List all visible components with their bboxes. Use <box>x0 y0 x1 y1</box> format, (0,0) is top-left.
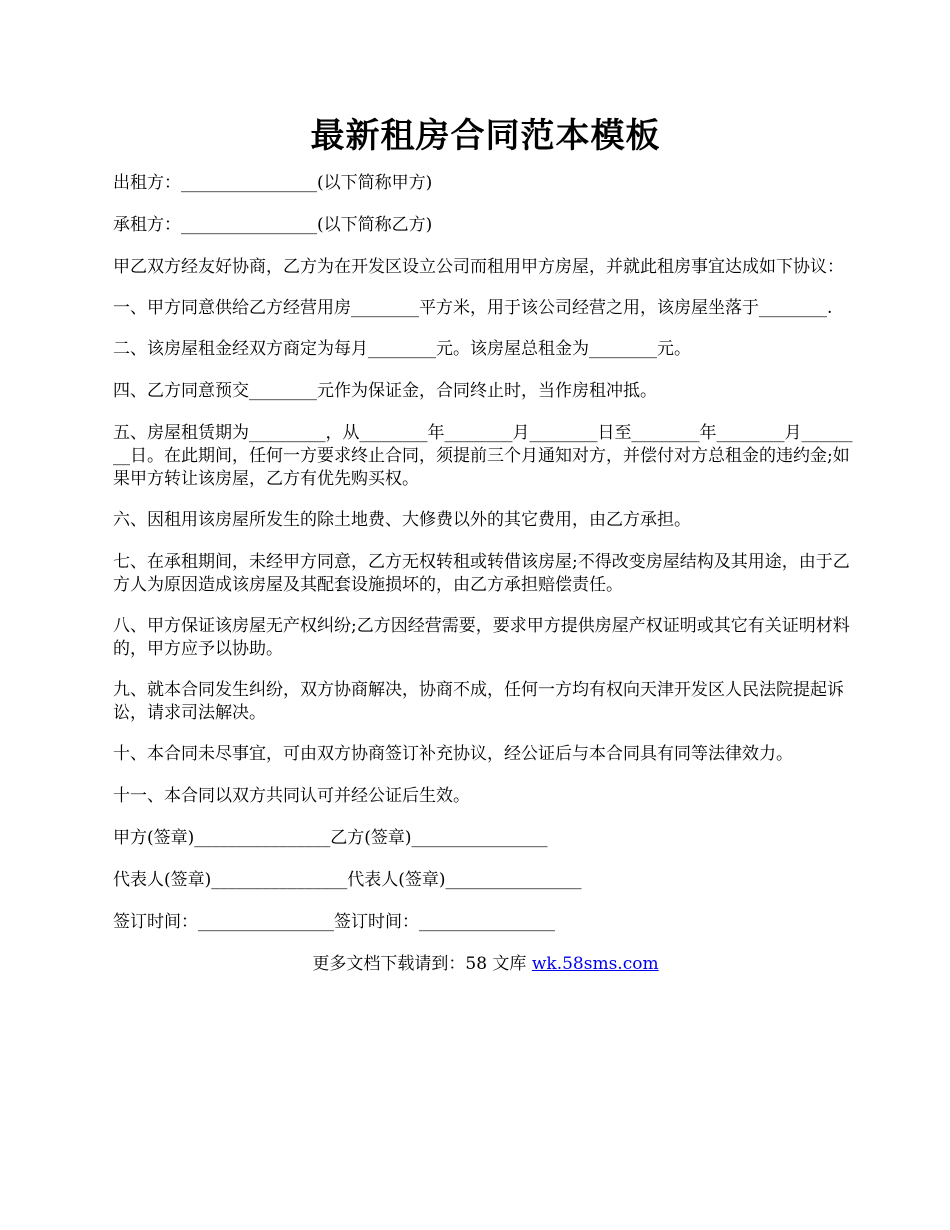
signature-line-parties: 甲方(签章)________________乙方(签章)________________ <box>113 828 548 848</box>
clause-9: 九、就本合同发生纠纷，双方协商解决，协商不成，任何一方均有权向天津开发区人民法院提起诉讼，请求司法解决。 <box>113 680 844 723</box>
footer <box>113 953 858 976</box>
clause-10: 十、本合同未尽事宜，可由双方协商签订补充协议，经公证后与本合同具有同等法律效力。 <box>113 744 793 764</box>
clause-6: 六、因租用该房屋所发生的除土地费、大修费以外的其它费用，由乙方承担。 <box>113 510 691 530</box>
signature-line-representatives: 代表人(签章)________________代表人(签章)________________ <box>113 870 582 890</box>
footer-link[interactable]: wk.58sms.com <box>531 954 659 974</box>
clause-8: 八、甲方保证该房屋无产权纠纷;乙方因经营需要，要求甲方提供房屋产权证明或其它有关证明材料的，甲方应予以协助。 <box>113 616 850 659</box>
clause-7: 七、在承租期间，未经甲方同意，乙方无权转租或转借该房屋;不得改变房屋结构及其用途，由于乙方人为原因造成该房屋及其配套设施损坏的，由乙方承担赔偿责任。 <box>113 552 850 595</box>
signature-line-dates: 签订时间：________________签订时间：________________ <box>113 912 555 932</box>
lessor-line: 出租方：________________(以下简称甲方) <box>113 173 433 193</box>
clause-2: 二、该房屋租金经双方商定为每月________元。该房屋总租金为________元。 <box>113 339 691 359</box>
clause-4: 四、乙方同意预交________元作为保证金，合同终止时，当作房租冲抵。 <box>113 381 657 401</box>
clause-1: 一、甲方同意供给乙方经营用房________平方米，用于该公司经营之用，该房屋坐落于________. <box>113 298 833 318</box>
lessee-line: 承租方：________________(以下简称乙方) <box>113 215 433 235</box>
preamble-paragraph: 甲乙双方经友好协商，乙方为在开发区设立公司而租用甲方房屋，并就此租房事宜达成如下协议： <box>113 257 844 277</box>
footer-prefix: 更多文档下载请到：58 文库 <box>312 954 532 974</box>
clause-5: 五、房屋租赁期为_________，从________年________月________日至________年________月________日。在此期间，任何一方要求终止合同，须提前三个月通知对方，并偿付对方总租金的违约金;如果甲方转让该房屋，乙方有优先购买权。 <box>113 423 853 489</box>
document-title: 最新租房合同范本模板 <box>310 116 661 156</box>
clause-11: 十一、本合同以双方共同认可并经公证后生效。 <box>113 786 470 806</box>
